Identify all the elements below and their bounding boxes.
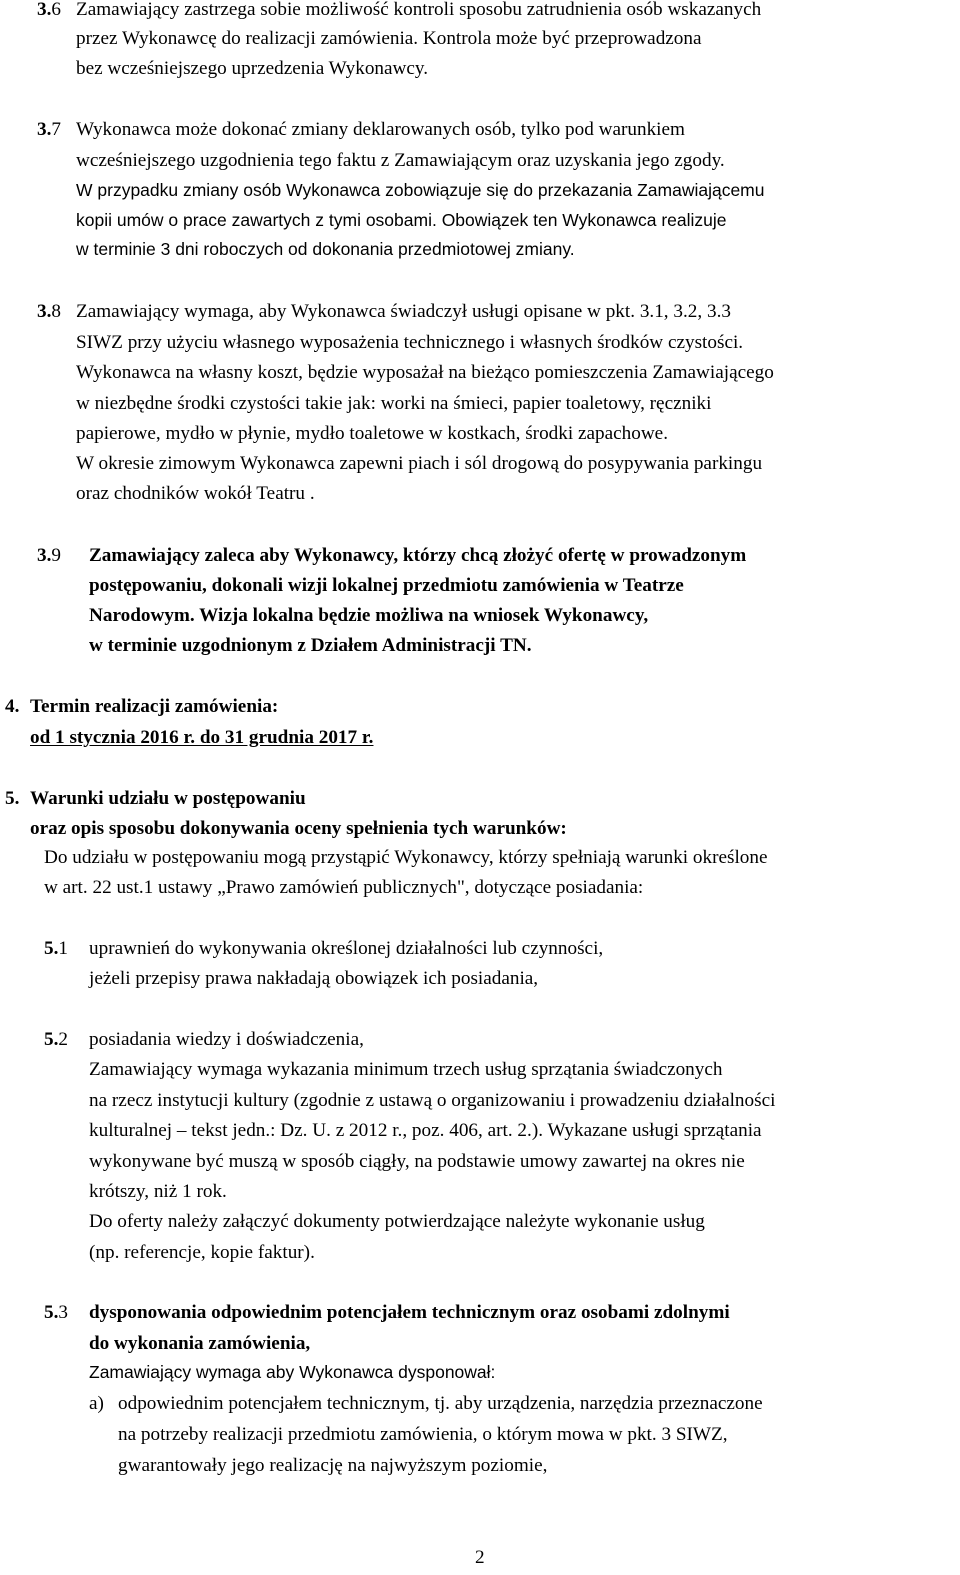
- section-number: 5.: [5, 788, 20, 809]
- paragraph-line: Narodowym. Wizja lokalna będzie możliwa na wniosek Wykonawcy,: [89, 605, 649, 626]
- list-item-line: odpowiednim potencjałem technicznym, tj. aby urządzenia, narzędzia przeznaczone: [118, 1393, 763, 1414]
- list-marker: a): [89, 1393, 104, 1414]
- page-number: 2: [475, 1547, 485, 1568]
- paragraph-line: na rzecz instytucji kultury (zgodnie z ustawą o organizowaniu i prowadzeniu działalności: [89, 1090, 776, 1111]
- paragraph-line: uprawnień do wykonywania określonej działalności lub czynności,: [89, 938, 604, 959]
- paragraph-line: kopii umów o prace zawartych z tymi osobami. Obowiązek ten Wykonawca realizuje: [76, 210, 727, 230]
- paragraph-line: postępowaniu, dokonali wizji lokalnej przedmiotu zamówienia w Teatrze: [89, 575, 684, 596]
- paragraph-line: w terminie 3 dni roboczych od dokonania przedmiotowej zmiany.: [76, 239, 575, 259]
- paragraph-line: W przypadku zmiany osób Wykonawca zobowiązuje się do przekazania Zamawiającemu: [76, 180, 765, 200]
- section-number: 5.2: [44, 1029, 68, 1050]
- list-item-line: na potrzeby realizacji przedmiotu zamówienia, o którym mowa w pkt. 3 SIWZ,: [118, 1424, 728, 1445]
- section-number: 3.9: [37, 545, 61, 566]
- paragraph-line: Do oferty należy załączyć dokumenty potwierdzające należyte wykonanie usług: [89, 1211, 705, 1232]
- paragraph-line: (np. referencje, kopie faktur).: [89, 1242, 315, 1263]
- paragraph-line: Wykonawca na własny koszt, będzie wyposażał na bieżąco pomieszczenia Zamawiającego: [76, 362, 774, 383]
- list-item-line: gwarantowały jego realizację na najwyższym poziomie,: [118, 1455, 548, 1476]
- paragraph-line: bez wcześniejszego uprzedzenia Wykonawcy.: [76, 58, 429, 79]
- paragraph-line: dysponowania odpowiednim potencjałem technicznym oraz osobami zdolnymi: [89, 1302, 730, 1323]
- paragraph-line: Zamawiający zastrzega sobie możliwość kontroli sposobu zatrudnienia osób wskazanych: [76, 0, 762, 20]
- section-title: Warunki udziału w postępowaniu: [30, 788, 306, 809]
- paragraph-line: krótszy, niż 1 rok.: [89, 1181, 227, 1202]
- section-number: 3.6: [37, 0, 61, 20]
- paragraph-line: W okresie zimowym Wykonawca zapewni piach i sól drogową do posypywania parkingu: [76, 453, 763, 474]
- paragraph-line: wykonywane być muszą w sposób ciągły, na podstawie umowy zawartej na okres nie: [89, 1151, 745, 1172]
- paragraph-line: w terminie uzgodnionym z Działem Administracji TN.: [89, 635, 532, 656]
- paragraph-line: posiadania wiedzy i doświadczenia,: [89, 1029, 364, 1050]
- paragraph-line: Zamawiający wymaga aby Wykonawca dysponował:: [89, 1362, 496, 1382]
- paragraph-line: Zamawiający zaleca aby Wykonawcy, którzy chcą złożyć ofertę w prowadzonym: [89, 545, 747, 566]
- section-title: oraz opis sposobu dokonywania oceny spełnienia tych warunków:: [30, 818, 567, 839]
- paragraph-line: wcześniejszego uzgodnienia tego faktu z Zamawiającym oraz uzyskania jego zgody.: [76, 150, 725, 171]
- paragraph-line: oraz chodników wokół Teatru .: [76, 483, 315, 504]
- paragraph-line: jeżeli przepisy prawa nakładają obowiązek ich posiadania,: [89, 968, 539, 989]
- paragraph-line: Do udziału w postępowaniu mogą przystąpić Wykonawcy, którzy spełniają warunki określone: [44, 847, 768, 868]
- paragraph-line: SIWZ przy użyciu własnego wyposażenia technicznego i własnych środków czystości.: [76, 332, 744, 353]
- term-dates: od 1 stycznia 2016 r. do 31 grudnia 2017 r.: [30, 727, 374, 748]
- paragraph-line: Zamawiający wymaga, aby Wykonawca świadczył usługi opisane w pkt. 3.1, 3.2, 3.3: [76, 301, 731, 322]
- section-number: 5.3: [44, 1302, 68, 1323]
- paragraph-line: kulturalnej – tekst jedn.: Dz. U. z 2012 r., poz. 406, art. 2.). Wykazane usługi sprzątania: [89, 1120, 762, 1141]
- section-title: Termin realizacji zamówienia:: [30, 696, 279, 717]
- paragraph-line: Zamawiający wymaga wykazania minimum trzech usług sprzątania świadczonych: [89, 1059, 723, 1080]
- paragraph-line: przez Wykonawcę do realizacji zamówienia. Kontrola może być przeprowadzona: [76, 28, 702, 49]
- section-number: 5.1: [44, 938, 68, 959]
- paragraph-line: papierowe, mydło w płynie, mydło toaletowe w kostkach, środki zapachowe.: [76, 423, 668, 444]
- paragraph-line: w art. 22 ust.1 ustawy „Prawo zamówień publicznych", dotyczące posiadania:: [44, 877, 644, 898]
- section-number: 4.: [5, 696, 20, 717]
- section-number: 3.7: [37, 119, 61, 140]
- paragraph-line: do wykonania zamówienia,: [89, 1333, 311, 1354]
- paragraph-line: w niezbędne środki czystości takie jak: worki na śmieci, papier toaletowy, ręczniki: [76, 393, 712, 414]
- section-number: 3.8: [37, 301, 61, 322]
- paragraph-line: Wykonawca może dokonać zmiany deklarowanych osób, tylko pod warunkiem: [76, 119, 685, 140]
